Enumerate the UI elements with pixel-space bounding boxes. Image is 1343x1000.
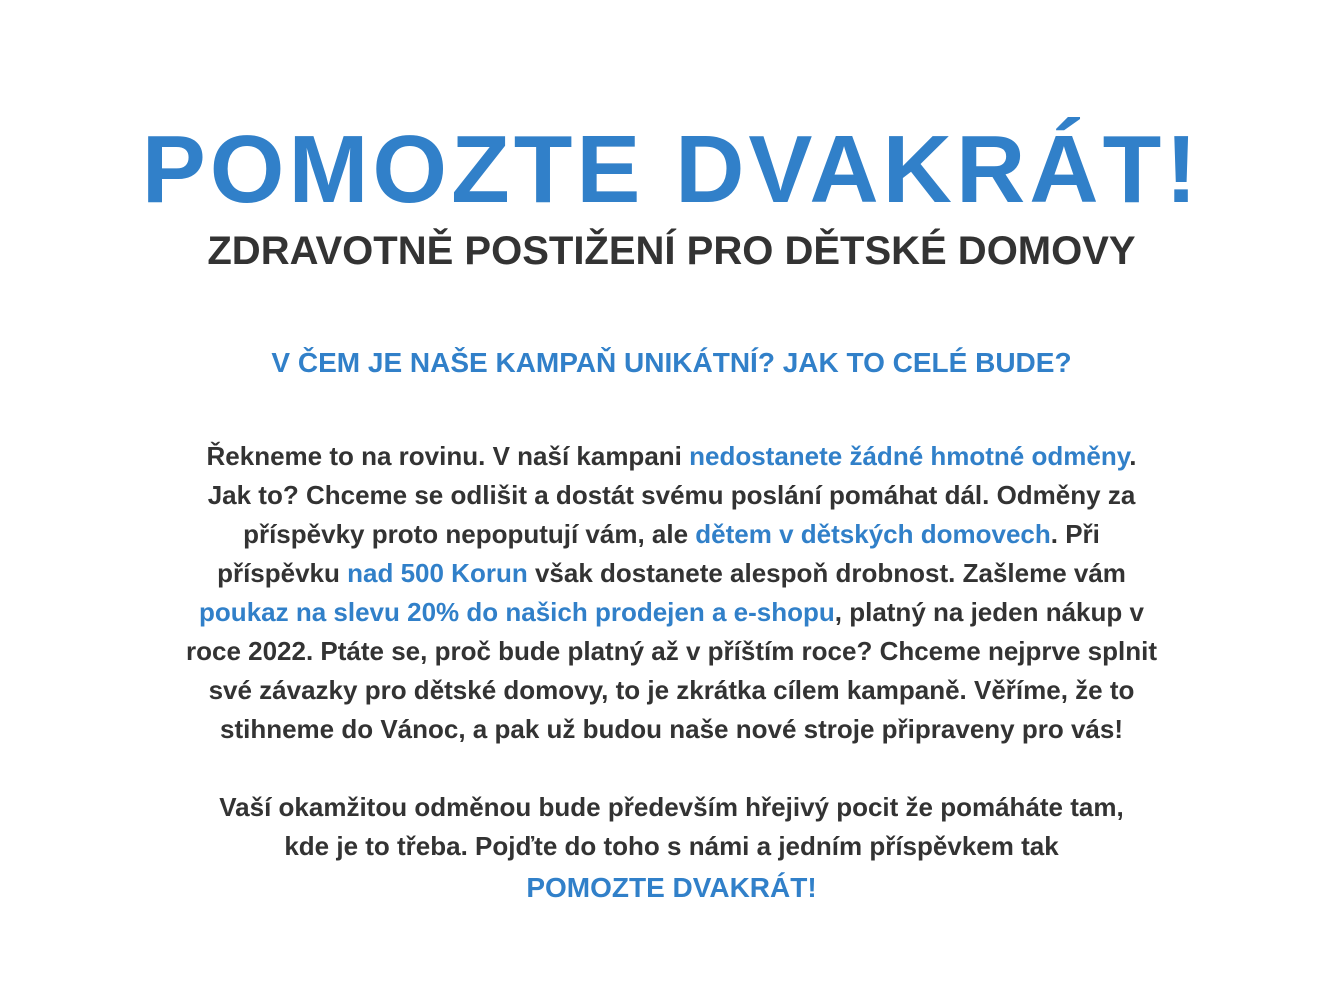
text-line: Jak to? Chceme se odlišit a dostát svému poslání pomáhat dál. Odměny za (207, 480, 1136, 510)
text-segment: , platný na jeden nákup v (834, 597, 1144, 627)
text-line: Vaší okamžitou odměnou bude především hřejivý pocit že pomáháte tam, (219, 792, 1124, 822)
page-subtitle: ZDRAVOTNĚ POSTIŽENÍ PRO DĚTSKÉ DOMOVY (207, 229, 1136, 273)
text-line (90, 515, 1253, 554)
text-line: kde je to třeba. Pojďte do toho s námi a jedním příspěvkem tak (284, 831, 1059, 861)
text-line: stihneme do Vánoc, a pak už budou naše nové stroje připraveny pro vás! (219, 714, 1123, 744)
highlight-text: nedostanete žádné hmotné odměny (689, 441, 1130, 471)
text-segment: příspěvky proto nepoputují vám, ale (243, 519, 696, 549)
text-line (90, 593, 1253, 632)
text-line: své závazky pro dětské domovy, to je zkrátka cílem kampaně. Věříme, že to (208, 675, 1135, 705)
section-heading: V ČEM JE NAŠE KAMPAŇ UNIKÁTNÍ? JAK TO CELÉ BUDE? (271, 347, 1072, 378)
highlight-text: poukaz na slevu 20% do našich prodejen a e-shopu (199, 597, 835, 627)
paragraph-campaign-info (90, 437, 1253, 749)
highlight-text: nad 500 Korun (347, 558, 528, 588)
text-line: roce 2022. Ptáte se, proč bude platný až v příštím roce? Chceme nejprve splnit (185, 636, 1157, 666)
page-title: POMOZTE DVAKRÁT! (141, 116, 1202, 223)
text-segment: . (1129, 441, 1137, 471)
text-segment: Řekneme to na rovinu. V naší kampani (206, 441, 690, 471)
highlight-text: dětem v dětských domovech (695, 519, 1051, 549)
text-segment: však dostanete alespoň drobnost. Zašleme vám (527, 558, 1126, 588)
text-segment: . Při (1050, 519, 1100, 549)
paragraph-closing (90, 788, 1253, 910)
closing-slogan: POMOZTE DVAKRÁT! (526, 872, 817, 903)
text-segment: příspěvku (217, 558, 348, 588)
text-line (90, 554, 1253, 593)
text-line (90, 437, 1253, 476)
